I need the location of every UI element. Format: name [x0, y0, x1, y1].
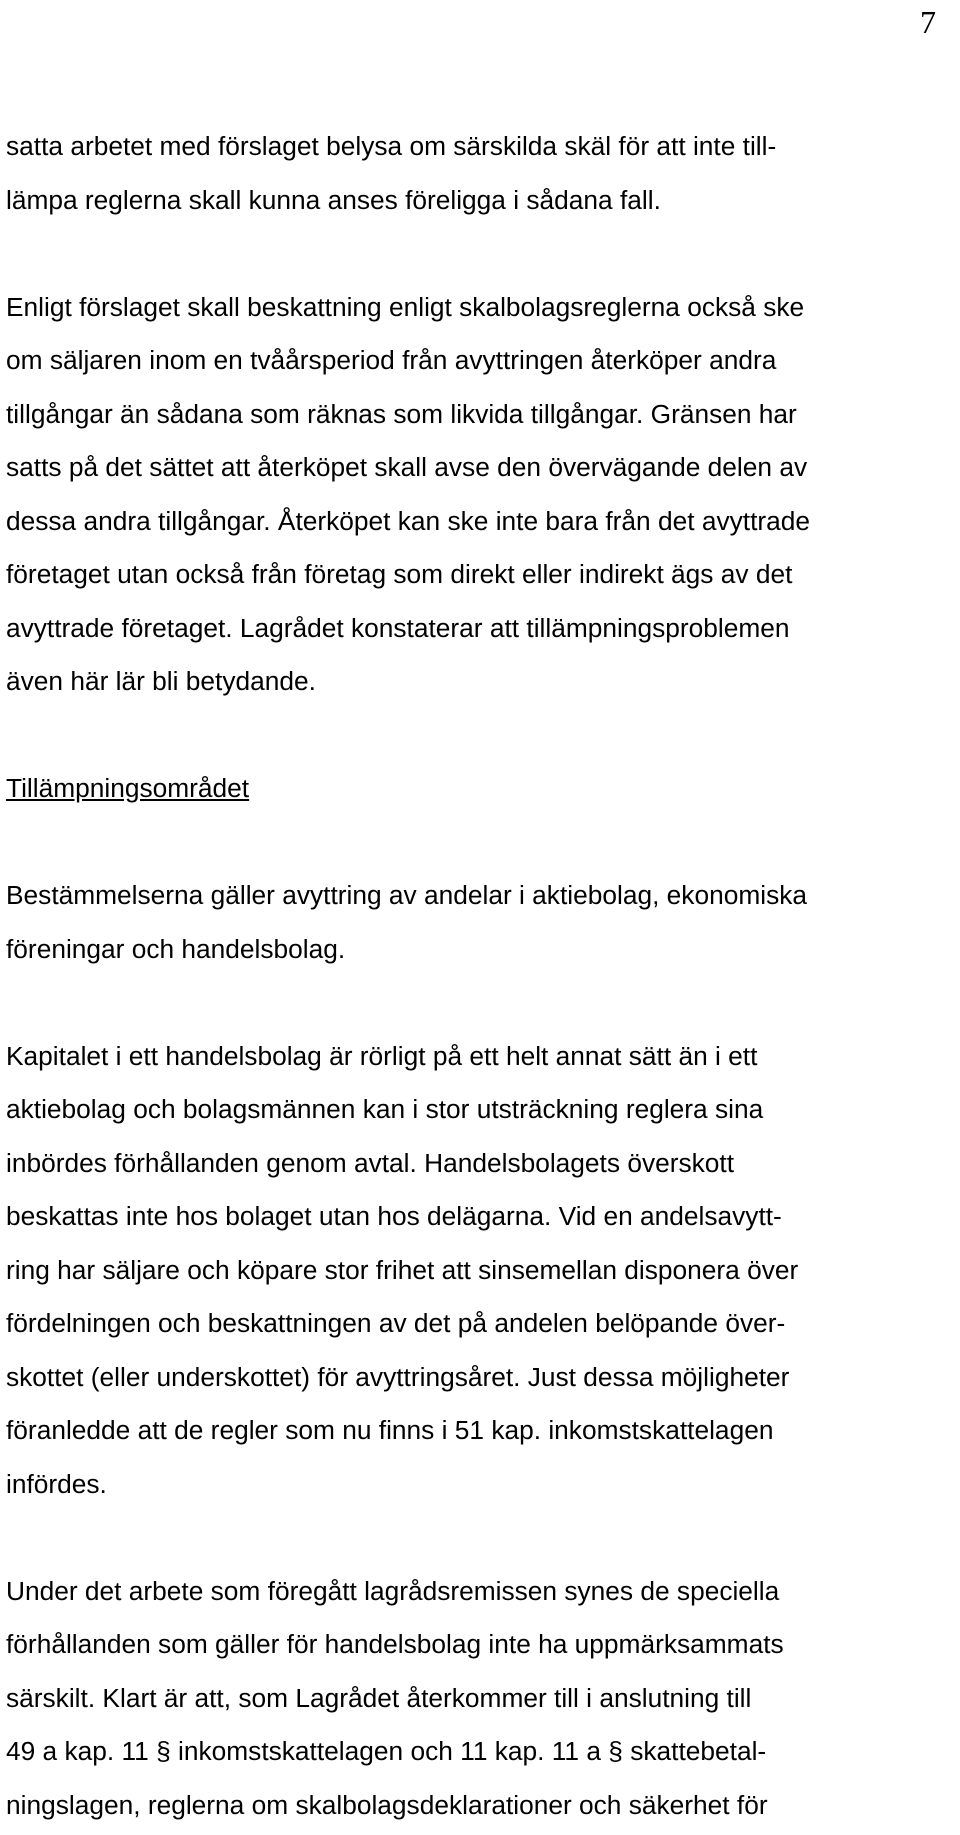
- text-line: tillgångar än sådana som räknas som likvida tillgångar. Gränsen har: [6, 398, 797, 429]
- text-line: företaget utan också från företag som direkt eller indirekt ägs av det: [6, 559, 793, 589]
- text-line: fördelningen och beskattningen av det på andelen belöpande över-: [6, 1308, 786, 1338]
- paragraph: [6, 1030, 940, 1512]
- text-line: skottet (eller underskottet) för avyttringsåret. Just dessa möjligheter: [6, 1361, 790, 1392]
- text-line: dessa andra tillgångar. Återköpet kan ske inte bara från det avyttrade: [6, 505, 811, 536]
- paragraph-gap: [6, 227, 940, 281]
- text-line: ningslagen, reglerna om skalbolagsdeklarationer och säkerhet för: [6, 1789, 768, 1820]
- paragraph: [6, 1565, 940, 1833]
- text-line: Enligt förslaget skall beskattning enligt skalbolagsreglerna också ske: [6, 291, 805, 322]
- text-line: om säljaren inom en tvåårsperiod från avyttringen återköper andra: [6, 345, 777, 375]
- text-line: även här lär bli betydande.: [6, 666, 316, 696]
- document-body: [6, 120, 940, 1832]
- text-line: beskattas inte hos bolaget utan hos delägarna. Vid en andelsavytt-: [6, 1201, 782, 1231]
- paragraph-gap: [6, 976, 940, 1030]
- text-line: Bestämmelserna gäller avyttring av andelar i aktiebolag, ekonomiska: [6, 880, 808, 910]
- text-line: satts på det sättet att återköpet skall avse den övervägande delen av: [6, 452, 808, 482]
- text-line: avyttrade företaget. Lagrådet konstaterar att tillämpningsproblemen: [6, 612, 790, 643]
- paragraph: [6, 120, 940, 227]
- text-line: föranledde att de regler som nu finns i 51 kap. inkomstskattelagen: [6, 1415, 774, 1445]
- text-line: föreningar och handelsbolag.: [6, 933, 346, 964]
- text-line: förhållanden som gäller för handelsbolag inte ha uppmärksammats: [6, 1629, 784, 1659]
- text-line: satta arbetet med förslaget belysa om särskilda skäl för att inte till-: [6, 131, 777, 161]
- paragraph-gap: [6, 709, 940, 763]
- text-line: särskilt. Klart är att, som Lagrådet återkommer till i anslutning till: [6, 1682, 752, 1713]
- paragraph: [6, 281, 940, 709]
- text-line: inbördes förhållanden genom avtal. Handelsbolagets överskott: [6, 1147, 735, 1178]
- section-heading: Tillämpningsområdet: [6, 773, 250, 803]
- text-line: infördes.: [6, 1468, 107, 1499]
- text-line: aktiebolag och bolagsmännen kan i stor utsträckning reglera sina: [6, 1094, 764, 1124]
- section-heading-container: [6, 762, 940, 816]
- paragraph-gap: [6, 1511, 940, 1565]
- page-number: 7: [920, 4, 936, 40]
- text-line: lämpa reglerna skall kunna anses föreligga i sådana fall.: [6, 184, 661, 215]
- text-line: Kapitalet i ett handelsbolag är rörligt på ett helt annat sätt än i ett: [6, 1040, 758, 1071]
- text-line: 49 a kap. 11 § inkomstskattelagen och 11 kap. 11 a § skattebetal-: [6, 1736, 767, 1766]
- text-line: Under det arbete som föregått lagrådsremissen synes de speciella: [6, 1575, 780, 1606]
- paragraph: [6, 869, 940, 976]
- paragraph-gap: [6, 816, 940, 870]
- text-line: ring har säljare och köpare stor frihet att sinsemellan disponera över: [6, 1254, 799, 1285]
